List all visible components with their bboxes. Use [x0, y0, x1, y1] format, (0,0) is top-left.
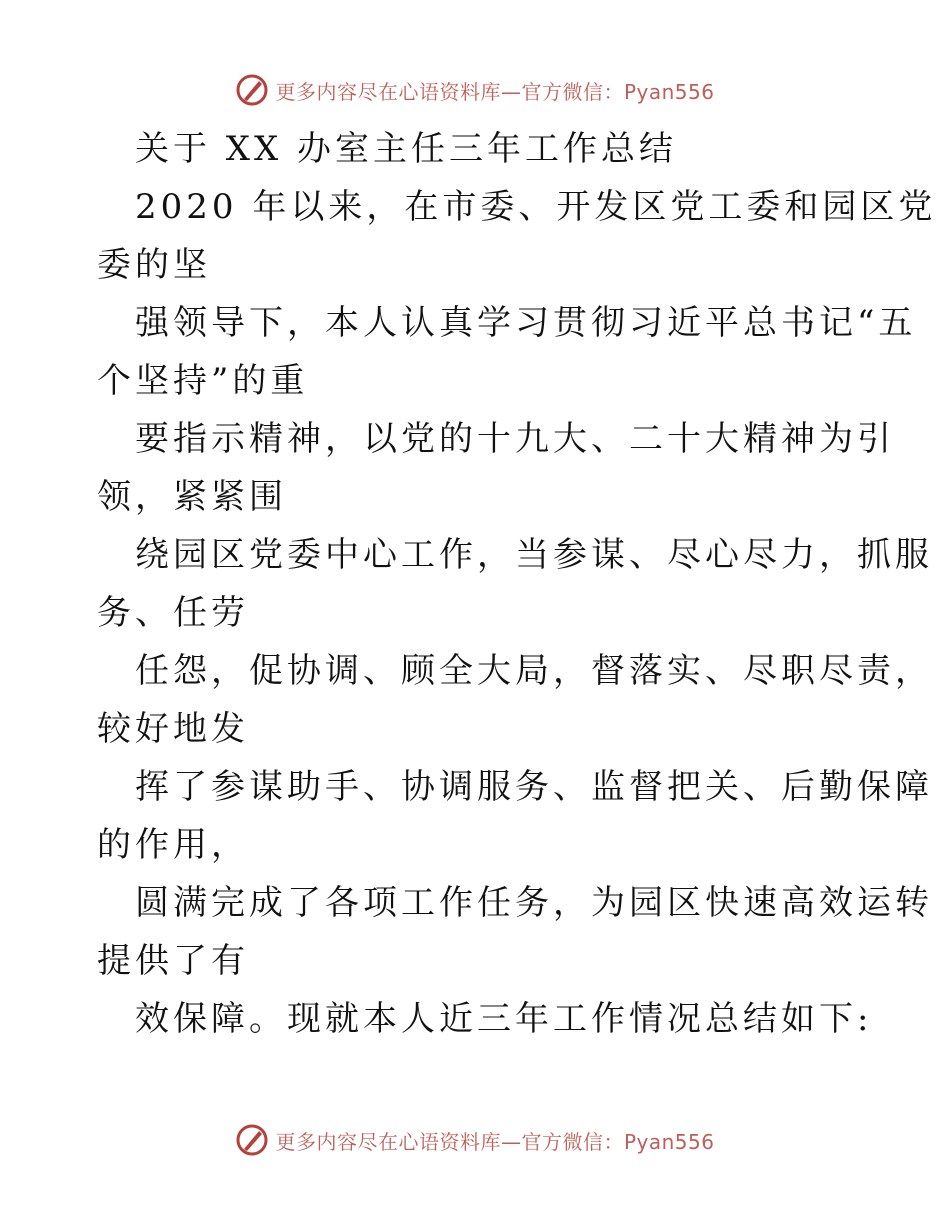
paragraph-line: 委的坚	[97, 245, 211, 285]
document-title: 关于 XX 办室主任三年工作总结	[135, 129, 678, 169]
header-watermark	[0, 72, 950, 108]
paragraph-line: 强领导下，本人认真学习贯彻习近平总书记“五	[135, 303, 917, 343]
paragraph-line: 绕园区党委中心工作，当参谋、尽心尽力，抓服	[135, 535, 933, 575]
watermark-text: 更多内容尽在心语资料库—官方微信：Pyan556	[275, 79, 715, 104]
paragraph-line: 圆满完成了各项工作任务，为园区快速高效运转	[135, 883, 933, 923]
paragraph-line: 务、任劳	[97, 593, 249, 633]
quill-logo-icon	[235, 73, 269, 107]
paragraph-line: 提供了有	[97, 941, 249, 981]
paragraph-line: 任怨，促协调、顾全大局，督落实、尽职尽责，	[135, 651, 933, 691]
paragraph-line: 个坚持”的重	[97, 361, 309, 401]
paragraph-line: 效保障。现就本人近三年工作情况总结如下:	[135, 999, 873, 1039]
document-body	[97, 120, 937, 1048]
paragraph-line: 要指示精神，以党的十九大、二十大精神为引	[135, 419, 895, 459]
footer-watermark	[0, 1122, 950, 1158]
paragraph-line: 挥了参谋助手、协调服务、监督把关、后勤保障	[135, 767, 933, 807]
quill-logo-icon	[235, 1123, 269, 1157]
paragraph-line: 领，紧紧围	[97, 477, 287, 517]
paragraph-line: 较好地发	[97, 709, 249, 749]
watermark-text: 更多内容尽在心语资料库—官方微信：Pyan556	[275, 1129, 715, 1154]
paragraph-line: 2020 年以来，在市委、开发区党工委和园区党	[135, 187, 937, 227]
paragraph-line: 的作用，	[97, 825, 249, 865]
